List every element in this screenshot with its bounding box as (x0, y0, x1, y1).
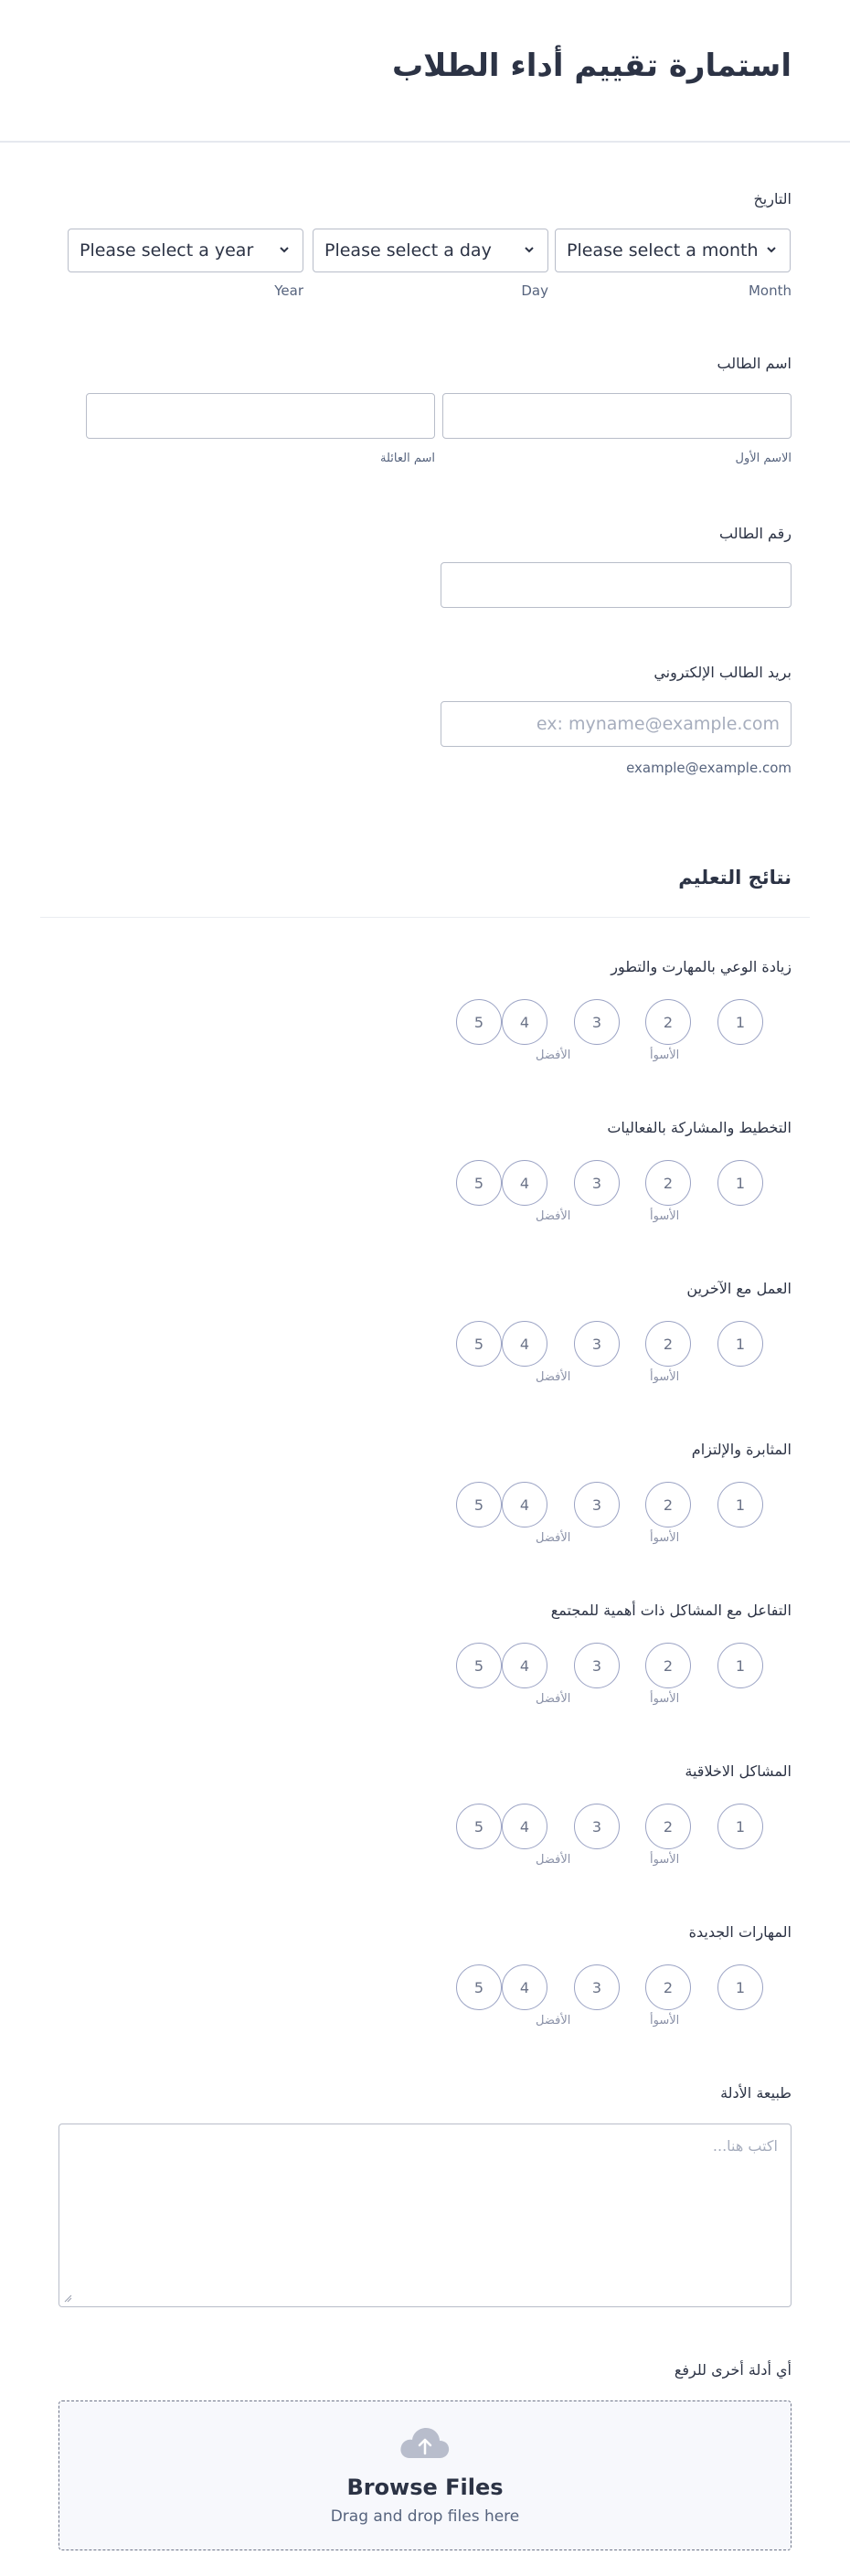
day-sublabel: Day (521, 282, 548, 299)
evidence-textarea[interactable] (58, 2124, 792, 2307)
rating-option-5[interactable]: 5 (456, 1643, 502, 1688)
rating-row (0, 1964, 850, 2010)
rating-option-4[interactable]: 4 (502, 1964, 547, 2010)
rating-option-3[interactable]: 3 (574, 1321, 620, 1367)
chevron-down-icon (522, 242, 537, 257)
rating-option-4[interactable]: 4 (502, 1804, 547, 1849)
email-field[interactable] (441, 701, 792, 747)
upload-label: أي أدلة أخرى للرفع (674, 2361, 792, 2379)
rating-row (0, 1482, 850, 1528)
rating-question-label: العمل مع الآخرين (686, 1280, 792, 1297)
scale-best-label: الأفضل (536, 1209, 571, 1223)
email-hint: example@example.com (626, 760, 792, 776)
upload-subtitle: Drag and drop files here (330, 2507, 520, 2526)
month-select-value: Please select a month (567, 240, 759, 261)
rating-question-label: المهارات الجديدة (688, 1923, 792, 1941)
rating-option-1[interactable]: 1 (717, 999, 763, 1045)
student-id-input[interactable] (441, 562, 792, 608)
rating-option-1[interactable]: 1 (717, 1482, 763, 1528)
rating-row (0, 1643, 850, 1688)
rating-option-4[interactable]: 4 (502, 1643, 547, 1688)
scale-worst-label: الأسوأ (650, 1209, 680, 1223)
scale-best-label: الأفضل (536, 1048, 571, 1062)
rating-option-5[interactable]: 5 (456, 1321, 502, 1367)
day-select[interactable] (313, 229, 548, 272)
rating-option-4[interactable]: 4 (502, 1160, 547, 1206)
rating-option-1[interactable]: 1 (717, 1804, 763, 1849)
rating-option-5[interactable]: 5 (456, 1482, 502, 1528)
email-placeholder: ex: myname@example.com (536, 714, 780, 734)
scale-best-label: الأفضل (536, 1853, 571, 1867)
chevron-down-icon (764, 242, 779, 257)
evidence-placeholder: اكتب هنا... (712, 2137, 778, 2155)
rating-option-4[interactable]: 4 (502, 1321, 547, 1367)
rating-option-2[interactable]: 2 (645, 999, 691, 1045)
page-title: استمارة تقييم أداء الطلاب (391, 48, 792, 84)
scale-worst-label: الأسوأ (650, 1370, 680, 1384)
rating-option-4[interactable]: 4 (502, 999, 547, 1045)
rating-row (0, 1804, 850, 1849)
scale-worst-label: الأسوأ (650, 1048, 680, 1062)
rating-option-3[interactable]: 3 (574, 1964, 620, 2010)
rating-option-3[interactable]: 3 (574, 999, 620, 1045)
rating-option-3[interactable]: 3 (574, 1643, 620, 1688)
rating-question-label: التفاعل مع المشاكل ذات أهمية للمجتمع (550, 1602, 792, 1619)
year-select[interactable] (68, 229, 303, 272)
rating-option-2[interactable]: 2 (645, 1804, 691, 1849)
section-divider (40, 917, 810, 918)
last-name-sublabel: اسم العائلة (380, 452, 435, 465)
rating-option-2[interactable]: 2 (645, 1964, 691, 2010)
section-heading: نتائج التعليم (678, 867, 792, 889)
rating-row (0, 1321, 850, 1367)
first-name-input[interactable] (442, 393, 792, 439)
rating-option-5[interactable]: 5 (456, 1160, 502, 1206)
first-name-sublabel: الاسم الأول (735, 452, 792, 465)
rating-option-5[interactable]: 5 (456, 999, 502, 1045)
rating-option-2[interactable]: 2 (645, 1160, 691, 1206)
rating-row (0, 1160, 850, 1206)
browse-files-button[interactable]: Browse Files (346, 2475, 504, 2500)
scale-best-label: الأفضل (536, 1692, 571, 1706)
rating-option-3[interactable]: 3 (574, 1804, 620, 1849)
resize-grip-icon[interactable] (63, 2294, 72, 2303)
cloud-upload-icon (398, 2425, 452, 2462)
evidence-label: طبيعة الأدلة (720, 2084, 792, 2102)
chevron-down-icon (277, 242, 292, 257)
rating-option-3[interactable]: 3 (574, 1482, 620, 1528)
scale-worst-label: الأسوأ (650, 1692, 680, 1706)
scale-best-label: الأفضل (536, 1370, 571, 1384)
month-sublabel: Month (748, 282, 792, 299)
student-name-label: اسم الطالب (717, 355, 792, 372)
rating-question-label: المشاكل الاخلاقية (685, 1762, 792, 1780)
scale-best-label: الأفضل (536, 1531, 571, 1545)
student-id-label: رقم الطالب (718, 525, 792, 542)
rating-option-5[interactable]: 5 (456, 1964, 502, 2010)
date-label: التاريخ (753, 190, 792, 208)
year-sublabel: Year (274, 282, 303, 299)
form-header (0, 0, 850, 143)
rating-option-1[interactable]: 1 (717, 1160, 763, 1206)
scale-worst-label: الأسوأ (650, 1531, 680, 1545)
rating-option-1[interactable]: 1 (717, 1643, 763, 1688)
scale-best-label: الأفضل (536, 2014, 571, 2028)
rating-question-label: زيادة الوعي بالمهارت والتطور (611, 958, 792, 975)
rating-option-5[interactable]: 5 (456, 1804, 502, 1849)
last-name-input[interactable] (86, 393, 435, 439)
rating-question-label: التخطيط والمشاركة بالفعاليات (607, 1119, 792, 1136)
scale-worst-label: الأسوأ (650, 1853, 680, 1867)
month-select[interactable] (555, 229, 791, 272)
rating-option-2[interactable]: 2 (645, 1321, 691, 1367)
year-select-value: Please select a year (80, 240, 254, 261)
file-upload-dropzone[interactable] (58, 2400, 792, 2550)
rating-option-1[interactable]: 1 (717, 1321, 763, 1367)
scale-worst-label: الأسوأ (650, 2014, 680, 2028)
rating-option-2[interactable]: 2 (645, 1643, 691, 1688)
rating-option-3[interactable]: 3 (574, 1160, 620, 1206)
rating-question-label: المثابرة والإلتزام (691, 1441, 792, 1458)
day-select-value: Please select a day (324, 240, 492, 261)
rating-option-4[interactable]: 4 (502, 1482, 547, 1528)
student-email-label: بريد الطالب الإلكتروني (653, 664, 792, 681)
rating-row (0, 999, 850, 1045)
rating-option-1[interactable]: 1 (717, 1964, 763, 2010)
rating-option-2[interactable]: 2 (645, 1482, 691, 1528)
